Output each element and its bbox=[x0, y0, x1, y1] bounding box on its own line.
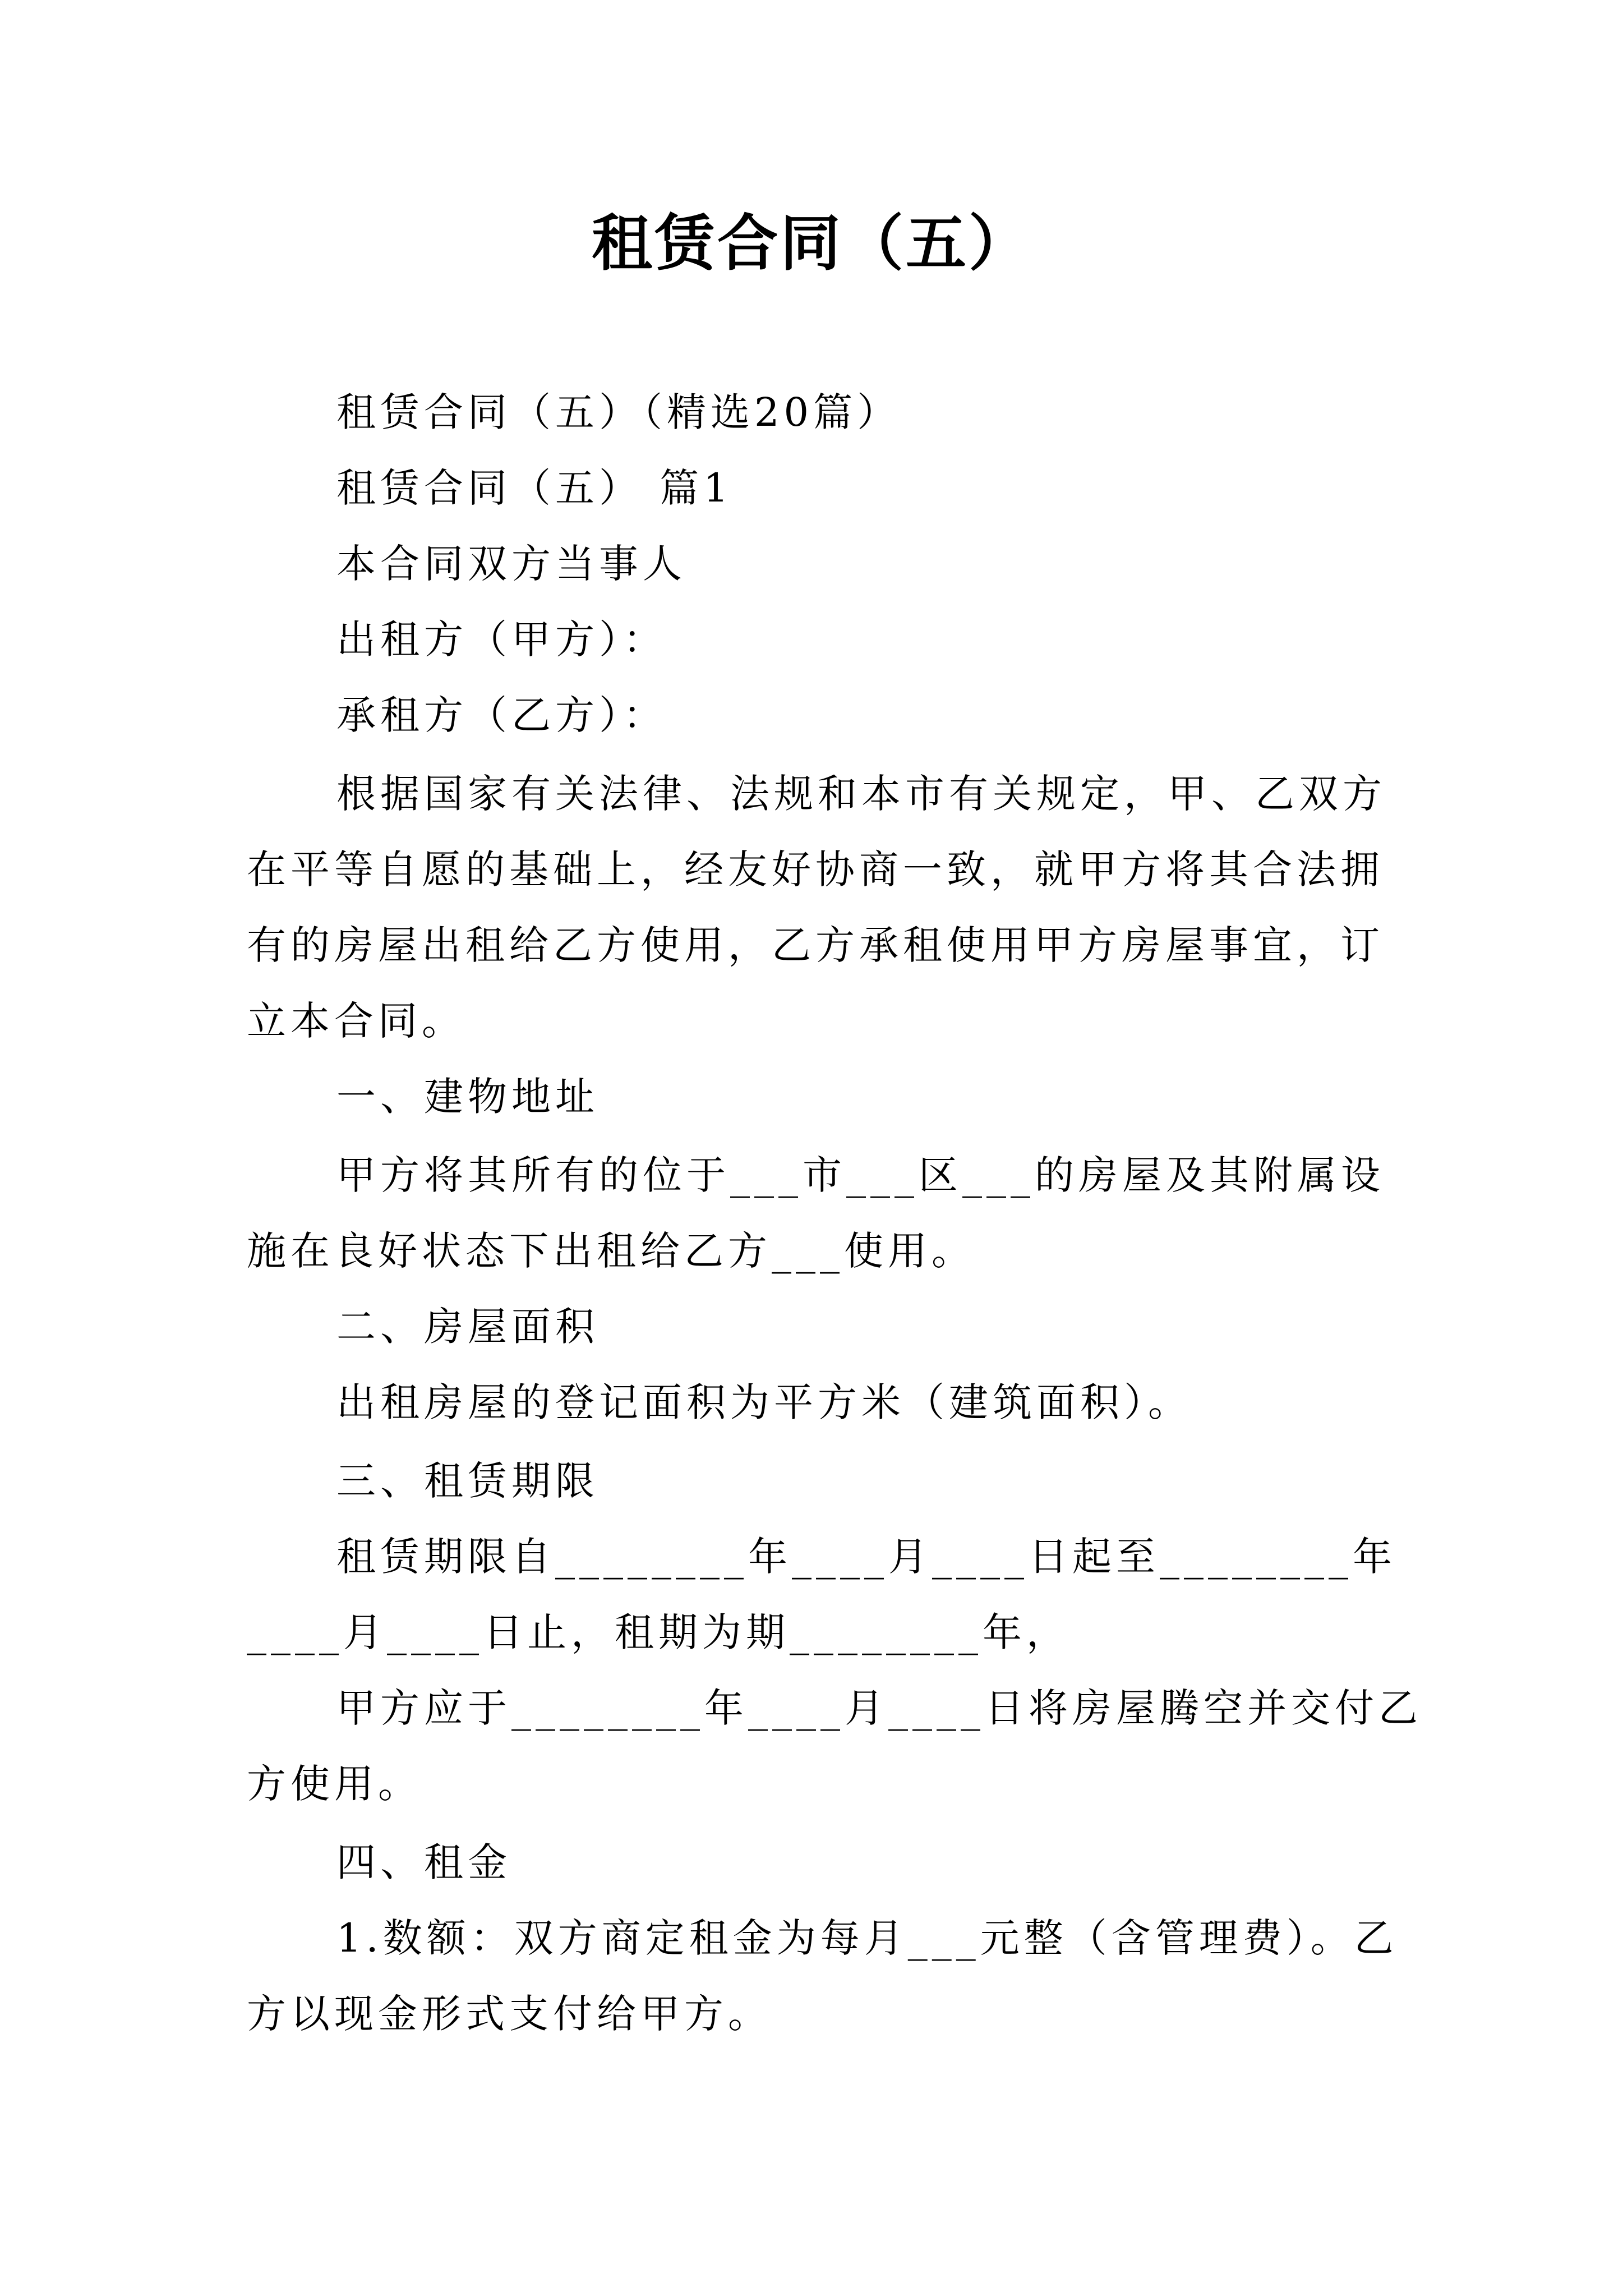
clause-heading: 二、房屋面积 bbox=[336, 1304, 599, 1350]
paragraph-line: 根据国家有关法律、法规和本市有关规定，甲、乙双方 bbox=[336, 771, 1386, 817]
paragraph-line: 1.数额：双方商定租金为每月___元整（含管理费）。乙 bbox=[336, 1915, 1398, 1961]
paragraph-line: 在平等自愿的基础上，经友好协商一致，就甲方将其合法拥 bbox=[247, 846, 1384, 892]
paragraph-line: 承租方（乙方）： bbox=[336, 692, 667, 738]
paragraph-line: 出租房屋的登记面积为平方米（建筑面积）。 bbox=[336, 1379, 1192, 1425]
paragraph-line: 租赁期限自________年____月____日起至________年 bbox=[336, 1534, 1396, 1580]
paragraph-line: 方以现金形式支付给甲方。 bbox=[247, 1991, 772, 2037]
paragraph-line: 施在良好状态下出租给乙方___使用。 bbox=[247, 1228, 975, 1274]
paragraph-line: 立本合同。 bbox=[247, 998, 465, 1044]
clause-heading: 四、租金 bbox=[336, 1839, 511, 1885]
clause-heading: 一、建物地址 bbox=[336, 1074, 599, 1120]
paragraph-line: 出租方（甲方）： bbox=[336, 616, 667, 662]
document-title: 租赁合同（五） bbox=[591, 209, 1031, 279]
clause-heading: 三、租赁期限 bbox=[336, 1458, 599, 1504]
paragraph-line: 有的房屋出租给乙方使用，乙方承租使用甲方房屋事宜，订 bbox=[247, 922, 1384, 968]
paragraph-line: 方使用。 bbox=[247, 1761, 422, 1807]
subtitle-line: 租赁合同（五）（精选20篇） bbox=[336, 389, 901, 435]
section-heading: 租赁合同（五） 篇1 bbox=[336, 465, 733, 511]
paragraph-line: 本合同双方当事人 bbox=[336, 541, 686, 587]
paragraph-line: 甲方将其所有的位于___市___区___的房屋及其附属设 bbox=[336, 1152, 1385, 1198]
paragraph-line: 甲方应于________年____月____日将房屋腾空并交付乙 bbox=[336, 1685, 1422, 1731]
paragraph-line: ____月____日止，租期为期________年， bbox=[247, 1609, 1070, 1655]
